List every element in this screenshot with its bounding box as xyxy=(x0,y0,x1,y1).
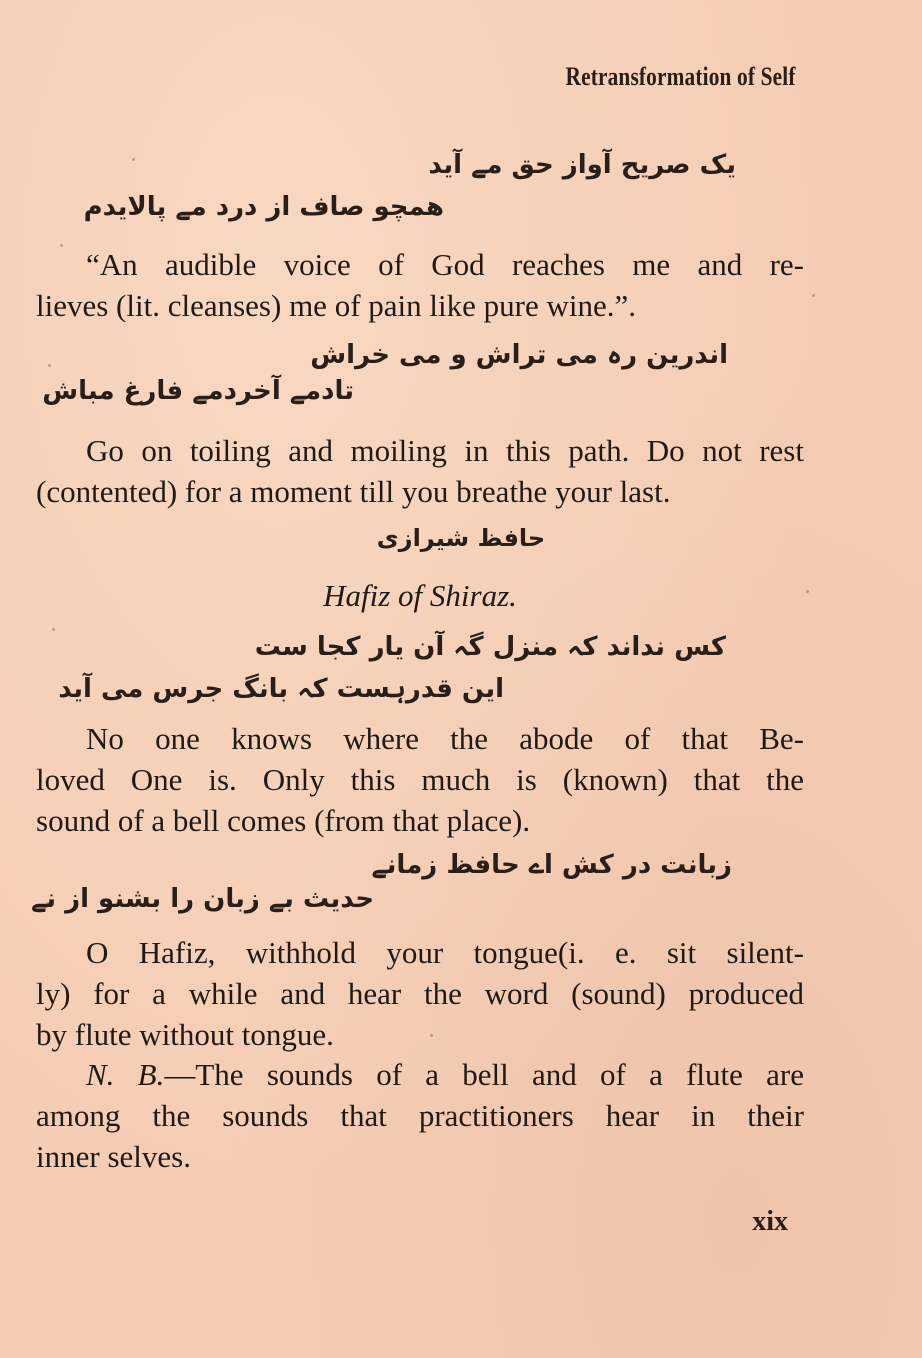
paper-speck xyxy=(48,364,51,367)
persian-verse-2-line-1: اندرین رہ می تراش و می خراش xyxy=(310,340,728,370)
paper-speck xyxy=(806,590,809,593)
persian-verse-4-line-1: زبانت در کش اے حافظ زمانے xyxy=(371,850,732,880)
paper-speck xyxy=(52,628,55,631)
persian-verse-2-line-2: تادمے آخردمے فارغ مباش xyxy=(42,376,354,406)
translation-verse-4 xyxy=(36,932,804,1055)
translation-line: loved One is. Only this much is (known) that the xyxy=(36,762,804,797)
persian-verse-1-line-1: یک صریح آواز حق مے آید xyxy=(428,150,736,180)
persian-verse-3-line-1: کس نداند کہ منزل گہ آن یار کجا ست xyxy=(254,632,726,662)
attribution-english: Hafiz of Shiraz. xyxy=(323,578,517,613)
translation-line: sound of a bell comes (from that place). xyxy=(36,803,531,838)
translation-verse-2 xyxy=(36,430,804,512)
translation-line: lieves (lit. cleanses) me of pain like pure wine.”. xyxy=(36,288,636,323)
translation-line: (contented) for a moment till you breathe your last. xyxy=(36,474,671,509)
translation-verse-1 xyxy=(36,244,804,326)
translation-line: No one knows where the abode of that Be- xyxy=(86,721,804,756)
running-head: Retransformation of Self xyxy=(565,62,796,91)
translation-line: ly) for a while and hear the word (sound) produced xyxy=(36,976,804,1011)
paper-speck xyxy=(430,1034,433,1037)
paper-speck xyxy=(812,294,815,297)
paper-speck xyxy=(46,902,49,905)
translation-verse-3 xyxy=(36,718,804,841)
persian-verse-3-line-2: این قدرہست کہ بانگ جرس می آید xyxy=(58,674,504,704)
note-text: —The sounds of a bell and of a flute are xyxy=(164,1057,804,1092)
translation-line: O Hafiz, withhold your tongue(i. e. sit silent- xyxy=(86,935,804,970)
attribution-persian: حافظ شیرازی xyxy=(376,524,546,552)
paper-speck xyxy=(132,158,135,161)
translation-line: “An audible voice of God reaches me and re- xyxy=(86,247,804,282)
paper-speck xyxy=(60,244,63,247)
note-line: among the sounds that practitioners hear in their xyxy=(36,1098,804,1133)
translation-line: by flute without tongue. xyxy=(36,1017,334,1052)
note-paragraph xyxy=(36,1054,804,1177)
persian-verse-1-line-2: همچو صاف از درد مے پالایدم xyxy=(83,192,444,222)
page-number: xix xyxy=(752,1206,788,1237)
note-line xyxy=(36,1054,804,1095)
translation-line: Go on toiling and moiling in this path. Do not rest xyxy=(86,433,804,468)
persian-verse-4-line-2: حدیث بے زبان را بشنو از نے xyxy=(31,884,374,914)
note-line: inner selves. xyxy=(36,1139,191,1174)
note-label: N. B. xyxy=(86,1057,165,1092)
